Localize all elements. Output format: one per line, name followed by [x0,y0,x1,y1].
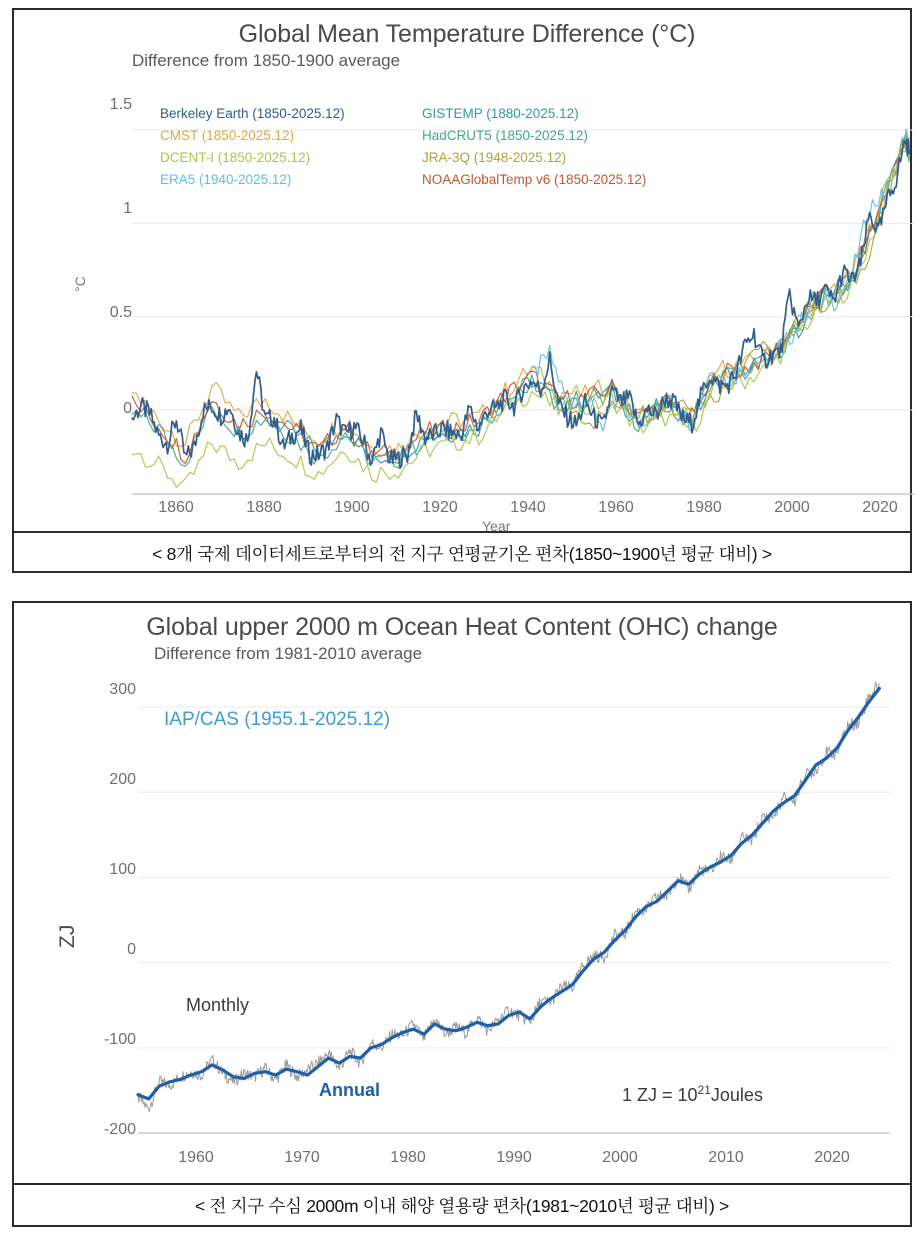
annotation-monthly: Monthly [186,995,250,1015]
chart-2-xtick-2010: 2010 [708,1149,744,1166]
figure-ocean-heat-content [12,601,912,1227]
legend-item-hadcrut5: HadCRUT5 (1850-2025.12) [422,128,588,143]
chart-1-plot [14,10,910,531]
chart-1-xtick-1920: 1920 [422,499,458,516]
chart-1-svg [14,10,924,531]
annotation-zj-exponent: 21 [697,1083,711,1097]
chart-global-mean-temperature [14,10,910,534]
annotation-zj-prefix: 1 ZJ = 10 [622,1085,698,1105]
chart-2-subtitle: Difference from 1981-2010 average [154,644,423,663]
chart-2-svg [14,603,924,1183]
legend-item-berkeley-earth: Berkeley Earth (1850-2025.12) [160,106,345,121]
chart-1-xtick-2020: 2020 [862,499,898,516]
chart-1-xtick-1900: 1900 [334,499,370,516]
legend-item-gistemp: GISTEMP (1880-2025.12) [422,106,579,121]
annotation-annual: Annual [319,1080,380,1100]
legend-item-iap-cas: IAP/CAS (1955.1-2025.12) [164,709,391,730]
chart-1-xtick-1980: 1980 [686,499,722,516]
chart-1-ytick-1_0: 1 [123,200,132,217]
chart-2-xtick-1990: 1990 [496,1149,532,1166]
chart-1-xlabel: Year [482,518,511,534]
chart-1-ytick-1_5: 1.5 [109,96,132,113]
chart-2-xtick-1960: 1960 [178,1149,214,1166]
chart-2-xtick-1980: 1980 [390,1149,426,1166]
chart-2-ytick-minus100: -100 [103,1031,136,1048]
chart-1-title: Global Mean Temperature Difference (°C) [238,20,696,48]
chart-2-title: Global upper 2000 m Ocean Heat Content (OHC) change [146,613,778,641]
chart-1-xtick-1880: 1880 [246,499,282,516]
legend-item-noaaglobaltemp: NOAAGlobalTemp v6 (1850-2025.12) [422,172,647,187]
chart-2-ytick-300: 300 [109,681,136,698]
chart-1-subtitle: Difference from 1850-1900 average [132,51,401,70]
chart-2-ylabel: ZJ [56,924,79,948]
chart-1-xtick-2000: 2000 [774,499,810,516]
legend-item-jra-3q: JRA-3Q (1948-2025.12) [422,150,567,165]
chart-1-xtick-1940: 1940 [510,499,546,516]
annotation-zj-unit [622,1083,763,1106]
chart-2-ytick-0: 0 [127,941,136,958]
chart-2-plot [14,603,910,1183]
chart-1-ylabel: °C [72,276,88,292]
annotation-zj-suffix: Joules [710,1085,763,1105]
chart-2-ytick-100: 100 [109,861,136,878]
chart-2-xtick-2000: 2000 [602,1149,638,1166]
chart-1-xtick-1960: 1960 [598,499,634,516]
chart-1-legend [160,106,720,194]
chart-1-ytick-0_0: 0 [123,400,132,417]
figure-global-mean-temperature [12,8,912,573]
figure-2-caption: < 전 지구 수심 2000m 이내 해양 열용량 편차(1981~2010년 평균 대비) > [14,1183,910,1225]
chart-ocean-heat-content [14,603,910,1183]
chart-1-ytick-0_5: 0.5 [109,304,132,321]
chart-2-ytick-200: 200 [109,771,136,788]
legend-item-dcent-i: DCENT-I (1850-2025.12) [160,150,311,165]
figure-1-caption: < 8개 국제 데이터세트로부터의 전 지구 연평균기온 편차(1850~1900년 평균 대비) > [14,531,910,573]
chart-2-ytick-minus200: -200 [103,1121,136,1138]
chart-2-xtick-2020: 2020 [814,1149,850,1166]
chart-2-xtick-1970: 1970 [284,1149,320,1166]
legend-item-era5: ERA5 (1940-2025.12) [160,172,292,187]
legend-item-cmst: CMST (1850-2025.12) [160,128,295,143]
chart-1-xtick-1860: 1860 [158,499,194,516]
